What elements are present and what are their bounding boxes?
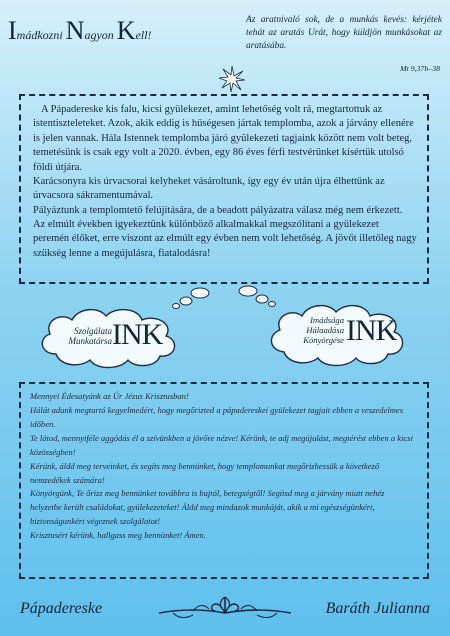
title-rest-2: agyon: [84, 28, 114, 42]
cloud-left-ink: INK: [112, 318, 163, 351]
prayer-line: Kérünk, áldd meg terveinket, és segíts meg bennünket, hogy templomunkat megőrizhessük a következő nemzedékek számára!: [30, 460, 380, 485]
cloud-left-line-1: Szolgálata: [73, 326, 112, 336]
report-box: [19, 94, 429, 284]
cloud-right-line-1: Imádsága: [310, 315, 344, 325]
prayer-line: Krisztusért kérünk, hallgass meg bennünket! Ámen.: [30, 530, 206, 541]
report-paragraph: Az elmúlt években igyekeztünk különböző alkalmakkal megszólítani a gyülekezet peremén élőket, erre viszont az elmúlt egy évben nem volt lehetőség. A jövőt illetőleg nagy szükség lenne a megújulásra, fiatalodásra!: [33, 219, 417, 259]
cloud-right-ink: INK: [346, 314, 397, 347]
title-initial-3: K: [116, 16, 136, 45]
report-paragraph: Karácsonyra kis úrvacsorai kelyheket vásároltunk, így egy év után újra élhettünk az úrvacsora sákramentumával.: [33, 175, 385, 202]
thought-cloud-left: [34, 304, 182, 372]
ornament-icon: [153, 591, 297, 625]
bubble-trail-left-icon: [168, 286, 212, 310]
cloud-left-line-2: Munkatársa: [68, 336, 112, 347]
page-title: [8, 16, 208, 46]
prayer-line: Könyörgünk, Te őrizz meg bennünket továbbra is bajtól, betegségtől! Segítsd meg a járvány miatt nehéz helyzetbe került családokat, gyülekezeteket! Áldd meg mindazok munkáját, akik a mi egészségünkért, biztonságunkért végeznek szolgálatot!: [30, 488, 385, 527]
prayer-line: Te látod, mennyiféle aggódás él a szívünkben a jövőre nézve! Kérünk, te adj megújulást, megtérést ebben a kicsi közösségben!: [30, 432, 413, 457]
report-paragraph: Pályáztunk a templomtető felújítására, de a beadott pályázatra válasz még nem érkezett.: [33, 204, 403, 216]
report-paragraph: A Pápadereske kis falu, kicsi gyülekezet, amint lehetőség volt rá, megtartottuk az istentiszteleteket. Azok, akik eddig is hűségesen jártak templomba, azok a járvány ellenére is jelen vannak. Hála Istennek templomba járó gyülekezeti tagjaink között nem volt beteg, temetésünk is csak egy volt a 2020. évben, egy 86 éves férfi testvérünket kísértük utolsó földi útjára.: [33, 104, 414, 173]
cloud-right-line-2: Hálaadása: [306, 324, 344, 335]
thought-cloud-right: [264, 300, 408, 370]
bible-quote: Az aratnivaló sok, de a munkás kevés: kérjétek tehát az aratás Urát, hogy küldjön munkásokat az aratásába.: [246, 15, 442, 51]
title-rest-3: ell!: [135, 28, 152, 42]
title-rest-1: mádkozni: [16, 28, 63, 42]
footer-author: Baráth Julianna: [325, 600, 430, 617]
cloud-right-line-3: Könyörgése: [303, 334, 344, 345]
bible-reference: Mt 9,37b–38: [400, 64, 440, 73]
report-text: [33, 103, 417, 261]
prayer-box: [19, 382, 429, 579]
prayer-line: Mennyei Édesatyánk az Úr Jézus Krisztusban!: [30, 391, 189, 401]
prayer-line: Hálát adunk megtartó kegyelmedért, hogy megőrizted a pápadereskei gyülekezet tagjait ebben a veszedelmes időben.: [30, 404, 404, 429]
prayer-text: [30, 390, 418, 543]
bubble-trail-right-icon: [236, 284, 280, 308]
footer-place: Pápadereske: [20, 600, 103, 617]
title-initial-1: I: [8, 16, 17, 45]
title-initial-2: N: [65, 16, 85, 45]
star-icon: [219, 66, 245, 92]
